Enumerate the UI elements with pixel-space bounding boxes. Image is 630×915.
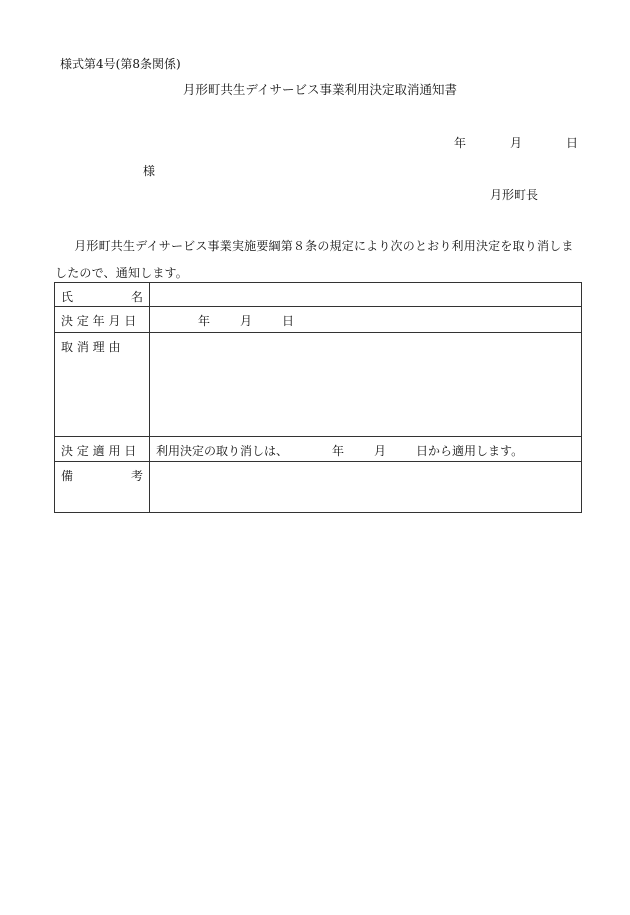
label-cancel-reason: 取 消 理 由	[55, 333, 150, 437]
effective-date-month: 月	[374, 444, 387, 458]
label-remarks	[55, 462, 150, 513]
decision-date-year: 年	[198, 314, 211, 328]
effective-date-suffix: 日から適用します。	[416, 444, 524, 458]
label-remarks-left: 備	[61, 469, 74, 483]
body-text: 月形町共生デイサービス事業実施要綱第８条の規定により次のとおり利用決定を取り消しましたので、通知します。	[55, 239, 574, 280]
value-cancel-reason	[150, 333, 582, 437]
table-row-remarks	[55, 462, 582, 513]
form-number: 様式第4号(第8条関係)	[60, 57, 181, 71]
table-row-name	[55, 283, 582, 307]
value-name	[150, 283, 582, 307]
label-name-right: 名	[130, 290, 143, 304]
label-effective-date: 決 定 適 用 日	[55, 437, 150, 462]
date-line	[454, 134, 578, 151]
table-row-effective-date	[55, 437, 582, 462]
value-decision-date	[150, 307, 582, 333]
value-effective-date	[150, 437, 582, 462]
notice-table	[54, 282, 582, 513]
effective-date-year: 年	[332, 444, 345, 458]
issuer-name: 月形町長	[489, 188, 538, 202]
label-name	[55, 283, 150, 307]
table-row-decision-date	[55, 307, 582, 333]
effective-date-prefix: 利用決定の取り消しは、	[156, 444, 289, 458]
date-year: 年	[453, 136, 466, 150]
value-remarks	[150, 462, 582, 513]
date-month: 月	[509, 136, 522, 150]
date-day: 日	[565, 136, 578, 150]
label-decision-date: 決 定 年 月 日	[55, 307, 150, 333]
table-row-cancel-reason	[55, 333, 582, 437]
label-remarks-right: 考	[130, 469, 143, 483]
decision-date-month: 月	[240, 314, 253, 328]
document-title: 月形町共生デイサービス事業利用決定取消通知書	[182, 82, 458, 97]
addressee-honorific: 様	[143, 164, 156, 178]
label-name-left: 氏	[61, 290, 74, 304]
decision-date-day: 日	[282, 314, 295, 328]
